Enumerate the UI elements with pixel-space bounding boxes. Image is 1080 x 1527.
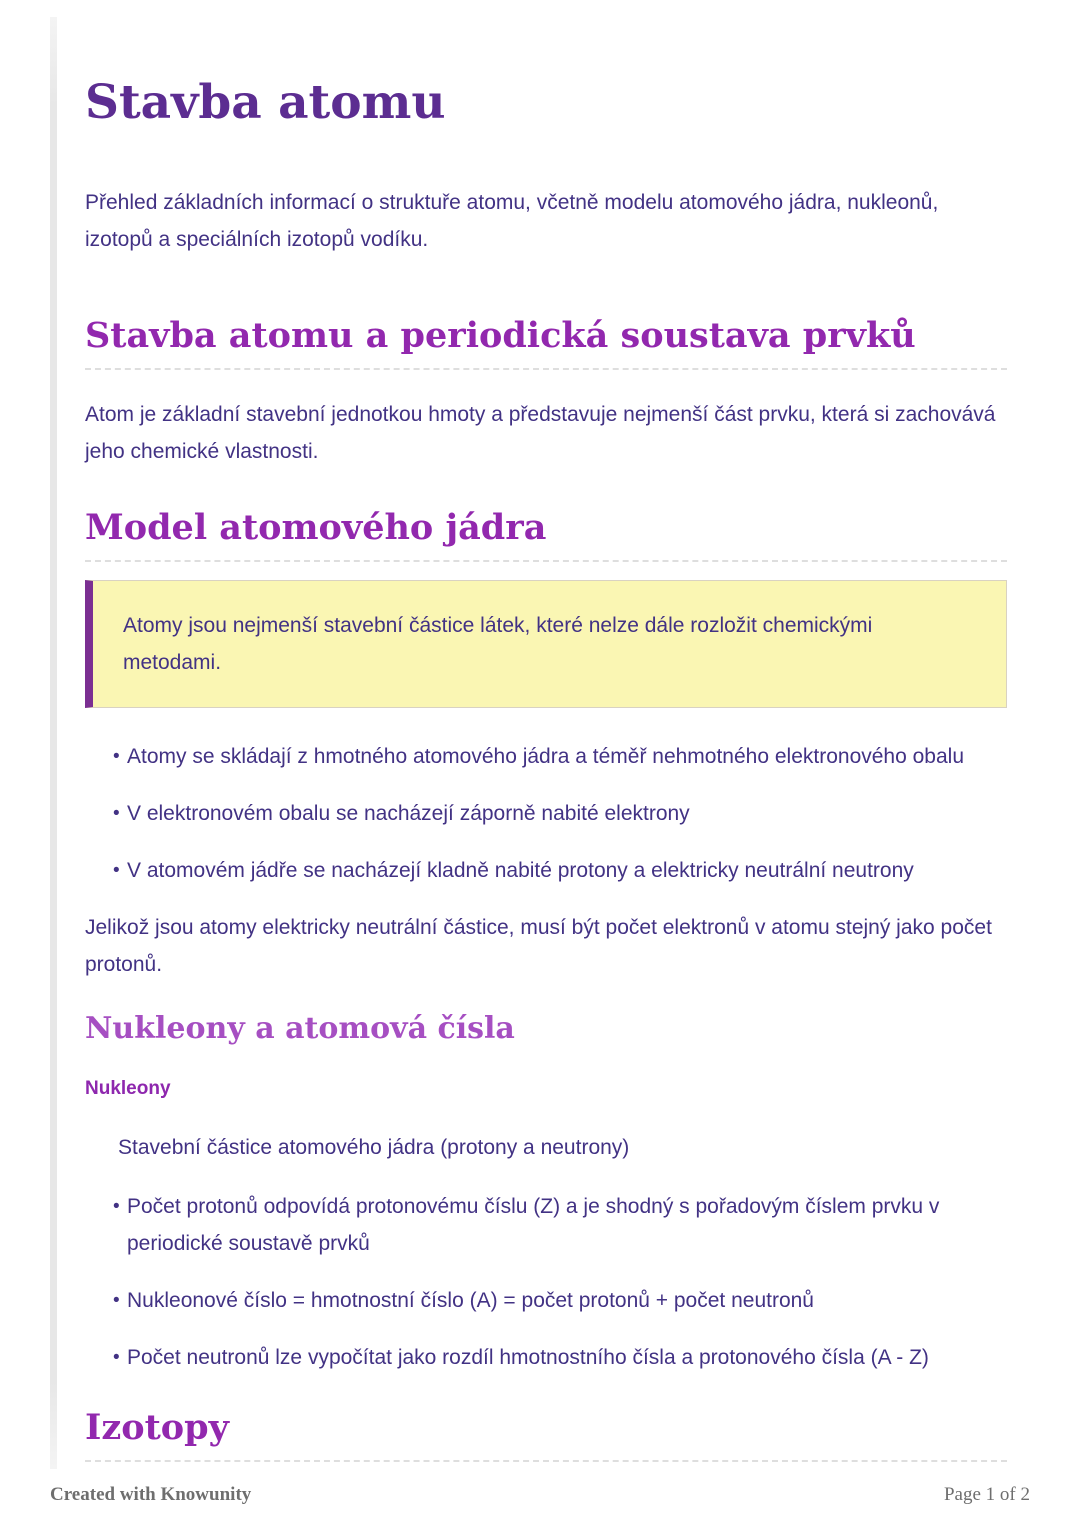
bullet-icon: • — [113, 1290, 120, 1311]
list-item — [85, 738, 1007, 775]
bullet-icon: • — [113, 860, 120, 881]
neutrality-paragraph: Jelikož jsou atomy elektricky neutrální částice, musí být počet elektronů v atomu stejný jako počet protonů. — [85, 916, 992, 976]
list-item — [85, 1339, 1007, 1376]
highlight-callout — [85, 580, 1007, 708]
list-item-text: V elektronovém obalu se nacházejí záporně nabité elektrony — [127, 802, 690, 825]
page-edge-strip — [50, 17, 57, 1469]
bullet-icon: • — [113, 1347, 120, 1368]
list-item-text: Nukleonové číslo = hmotnostní číslo (A) = počet protonů + počet neutronů — [127, 1289, 814, 1312]
footer-page-number: Page 1 of 2 — [943, 1484, 1030, 1505]
list-item — [85, 1282, 1007, 1319]
section-heading-isotopes: Izotopy — [85, 1406, 1007, 1462]
list-item-text: Atomy se skládají z hmotného atomového jádra a téměř nehmotného elektronového obalu — [127, 745, 965, 768]
document-content — [85, 0, 1007, 1462]
list-item-text: Počet protonů odpovídá protonovému číslu (Z) a je shodný s pořadovým číslem prvku v periodické soustavě prvků — [127, 1195, 940, 1255]
list-item-text: V atomovém jádře se nacházejí kladně nabité protony a elektricky neutrální neutrony — [127, 859, 914, 882]
nucleus-model-bullet-list — [85, 738, 1007, 889]
bullet-icon: • — [113, 746, 120, 767]
list-item-text: Počet neutronů lze vypočítat jako rozdíl hmotnostního čísla a protonového čísla (A - Z) — [127, 1346, 929, 1369]
footer-credit: Created with Knowunity — [50, 1484, 252, 1505]
page-footer — [50, 1484, 1030, 1506]
intro-paragraph: Přehled základních informací o struktuře atomu, včetně modelu atomového jádra, nukleonů, izotopů a speciálních izotopů vodíku. — [85, 191, 939, 251]
list-item — [85, 1188, 1007, 1262]
page-title: Stavba atomu — [85, 75, 446, 130]
section-heading-nucleus-model: Model atomového jádra — [85, 506, 1007, 562]
bullet-icon: • — [113, 803, 120, 824]
section-heading-periodic-table: Stavba atomu a periodická soustava prvků — [85, 314, 1007, 370]
nucleons-definition: Stavební částice atomového jádra (protony a neutrony) — [118, 1136, 630, 1159]
nucleons-bullet-list — [85, 1188, 1007, 1376]
term-label-nucleons: Nukleony — [85, 1078, 171, 1099]
bullet-icon: • — [113, 1196, 120, 1217]
periodic-section-paragraph: Atom je základní stavební jednotkou hmoty a představuje nejmenší část prvku, která si zachovává jeho chemické vlastnosti. — [85, 403, 996, 463]
callout-text: Atomy jsou nejmenší stavební částice látek, které nelze dále rozložit chemickými metodami. — [123, 614, 873, 674]
list-item — [85, 795, 1007, 832]
list-item — [85, 852, 1007, 889]
sub-heading-nucleons: Nukleony a atomová čísla — [85, 1011, 515, 1046]
